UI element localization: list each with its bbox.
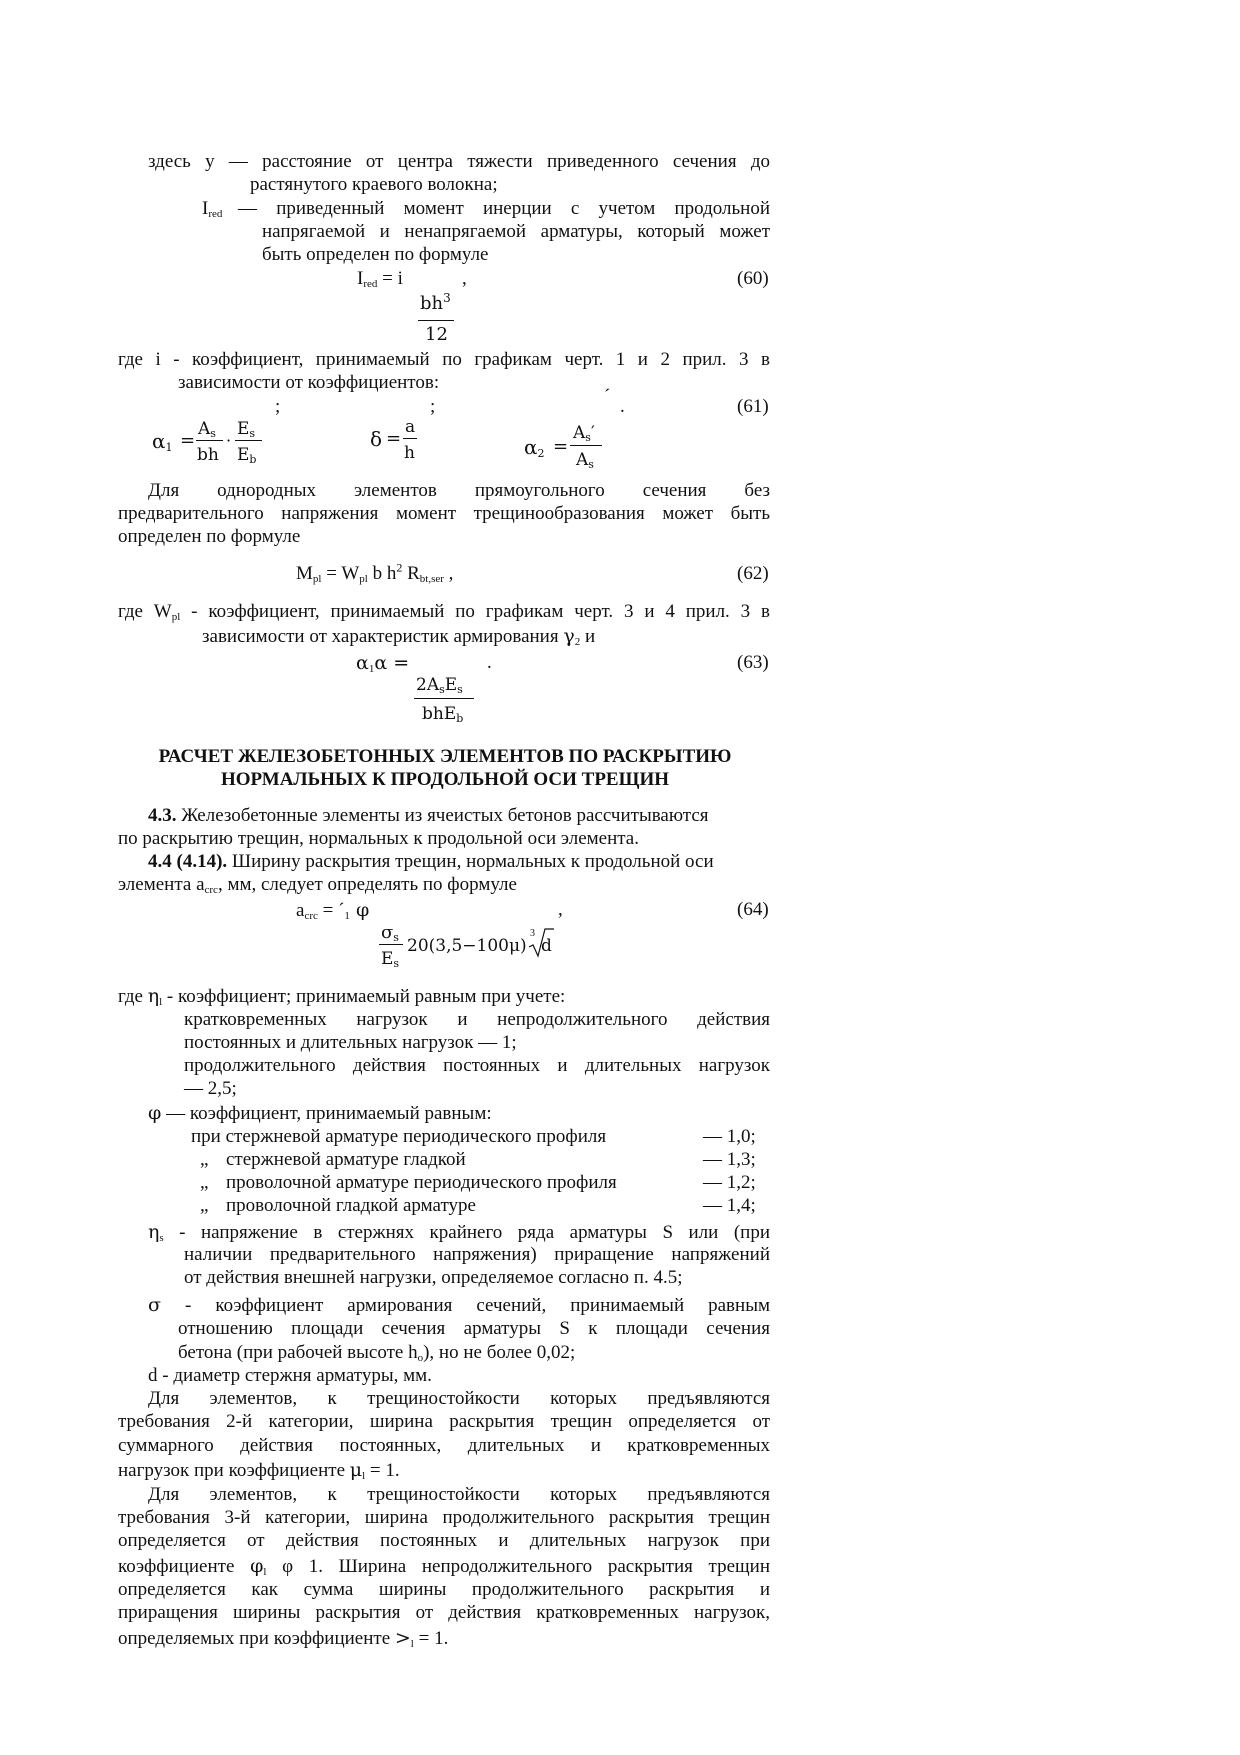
list-item: проволочной арматуре периодического профиля (226, 1172, 617, 1193)
equals: = (386, 428, 402, 449)
fraction-bar (379, 944, 403, 945)
prime-mark: ´ (604, 386, 611, 407)
text-line: — приведенный момент инерции с учетом продольной (238, 198, 770, 219)
ditto-mark: „ (200, 1172, 209, 1193)
text-line: коэффициенте $\varphi_l$ φ 1. Ширина непродолжительного раскрытия трещин (118, 1555, 770, 1578)
text-line: бетона (при рабочей высоте $h_o$), но не более 0,02; (178, 1342, 576, 1364)
text-line: по раскрытию трещин, нормальных к продольной оси элемента. (118, 828, 639, 849)
text-line: где i - коэффициент, принимаемый по графикам черт. 1 и 2 прил. 3 в (118, 349, 770, 370)
formula-62: $M_{pl} = W_{pl}$ b $h^2$ $R_{bt,ser}$ , (296, 560, 454, 585)
alpha2-symbol: $\alpha_2$ (524, 435, 545, 460)
text-line: постоянных и длительных нагрузок — 1; (184, 1032, 517, 1053)
fraction-bar (196, 440, 223, 441)
text-line: от действия внешней нагрузки, определяемое согласно п. 4.5; (184, 1267, 683, 1288)
symbol: $I_{red}$ (202, 198, 223, 220)
formula-64-lhs: $a_{crc}$ = $´_1$ φ (296, 899, 370, 922)
text-line: требования 2-й категории, ширина раскрытия трещин определяется от (118, 1411, 770, 1432)
list-item-value: — 1,4; (703, 1195, 756, 1216)
text-line: продолжительного действия постоянных и длительных нагрузок (184, 1055, 770, 1076)
text-line: 4.4 (4.14). Ширину раскрытия трещин, нормальных к продольной оси (148, 851, 714, 872)
fraction-denominator: $E_b$ (237, 445, 257, 466)
text-line: быть определен по формуле (262, 244, 489, 265)
text-line: кратковременных нагрузок и непродолжительного действия (184, 1009, 770, 1030)
list-item-value: — 1,0; (703, 1126, 756, 1147)
text-line: нагрузок при коэффициенте $\mu_l = 1$. (118, 1459, 400, 1482)
text-line: наличии предварительного напряжения) приращение напряжений (184, 1244, 770, 1265)
fraction-bar (403, 438, 417, 439)
text-line: суммарного действия постоянных, длительных и кратковременных (118, 1435, 770, 1456)
text-line: φ — коэффициент, принимаемый равным: (148, 1102, 492, 1124)
separator: ; (275, 396, 281, 417)
fraction-numerator: $bh^3$ (420, 291, 451, 314)
text-line: элемента $a_{crc}$, мм, следует определять по формуле (118, 874, 517, 896)
formula-body: 20(3,5−100μ) (407, 936, 527, 956)
text-line: требования 3-й категории, ширина продолжительного раскрытия трещин (118, 1507, 770, 1528)
text-line: растянутого краевого волокна; (250, 174, 498, 195)
root-index: 3 (530, 928, 535, 939)
list-item-value: — 1,2; (703, 1172, 756, 1193)
text-line: предварительного напряжения момент трещинообразования может быть (118, 503, 770, 524)
section-heading: НОРМАЛЬНЫХ К ПРОДОЛЬНОЙ ОСИ ТРЕЩИН (220, 769, 670, 790)
separator: . (620, 396, 625, 417)
fraction-denominator: bh (197, 445, 219, 465)
formula-number: (60) (737, 268, 769, 289)
fraction-bar (570, 445, 602, 446)
ditto-mark: „ (200, 1195, 209, 1216)
fraction-numerator: $A_s$ (198, 419, 216, 440)
fraction-bar (414, 698, 474, 699)
fraction-numerator: $\sigma_s$ (381, 922, 399, 944)
alpha1-symbol: $\alpha_1$ (152, 429, 173, 454)
fraction-denominator: 12 (425, 324, 448, 345)
formula-number: (64) (737, 899, 769, 920)
fraction-numerator: $A_s'$ (573, 423, 595, 444)
text-line: определяемых при коэффициенте $>_l = 1$. (118, 1627, 449, 1650)
formula-number: (62) (737, 563, 769, 584)
fraction-denominator: h (404, 443, 415, 463)
text-line: Для элементов, к трещиностойкости которых предъявляются (148, 1388, 770, 1409)
text-line: приращения ширины раскрытия от действия кратковременных нагрузок, (118, 1602, 770, 1623)
text-line: зависимости от характеристик армирования $\gamma_2$ и (202, 625, 596, 648)
formula-60-lhs: $I_{red} = i$ (357, 268, 403, 290)
list-item: проволочной гладкой арматуре (226, 1195, 476, 1216)
root-argument: d (541, 936, 552, 956)
text-line: зависимости от коэффициентов: (178, 372, 440, 393)
ditto-mark: „ (200, 1149, 209, 1170)
text-line: отношению площади сечения арматуры S к площади сечения (178, 1318, 770, 1339)
formula-number: (61) (737, 396, 769, 417)
text-line: напрягаемой и ненапрягаемой арматуры, который может (262, 221, 770, 242)
separator: ; (430, 396, 436, 417)
text-line: здесь у — расстояние от центра тяжести приведенного сечения до (148, 151, 770, 172)
delta-symbol: δ (370, 427, 383, 451)
list-item: при стержневой арматуре периодического профиля (191, 1126, 607, 1147)
fraction-denominator: bhE$_b$ (422, 704, 464, 725)
equals: = (180, 430, 196, 451)
fraction-numerator: $2A_sE_s$ (416, 675, 463, 696)
fraction-numerator: $E_s$ (237, 419, 256, 440)
text-line: определен по формуле (118, 526, 301, 547)
fraction-denominator: $E_s$ (381, 949, 400, 970)
fraction-bar (235, 440, 262, 441)
text-line: d - диаметр стержня арматуры, мм. (148, 1365, 432, 1386)
formula-number: (63) (737, 652, 769, 673)
section-heading: РАСЧЕТ ЖЕЛЕЗОБЕТОННЫХ ЭЛЕМЕНТОВ ПО РАСКРЫТИЮ (158, 746, 732, 767)
fraction-bar (418, 320, 454, 321)
text-line: σ - коэффициент армирования сечений, принимаемый равным (148, 1294, 770, 1316)
text-line: где $\eta_l$ - коэффициент; принимаемый равным при учете: (118, 985, 566, 1008)
cdot: · (226, 431, 232, 450)
text-line: $\eta_s$ - напряжение в стержнях крайнего ряда арматуры S или (при (148, 1221, 770, 1244)
text-line: определяется как сумма ширины продолжительного раскрытия и (118, 1579, 770, 1600)
text-line: где $W_{pl}$ - коэффициент, принимаемый по графикам черт. 3 и 4 прил. 3 в (118, 601, 770, 623)
separator: , (558, 899, 563, 920)
equals: = (553, 436, 569, 457)
formula-63-lhs: $\alpha_1\alpha$ = (356, 652, 410, 675)
formula-comma: , (462, 268, 467, 289)
text-line: 4.3. Железобетонные элементы из ячеистых бетонов рассчитываются (148, 805, 709, 826)
text-line: — 2,5; (184, 1078, 237, 1099)
list-item: стержневой арматуре гладкой (226, 1149, 466, 1170)
fraction-denominator: $A_s$ (576, 450, 594, 471)
text-line: Для элементов, к трещиностойкости которых предъявляются (148, 1484, 770, 1505)
text-line: определяется от действия постоянных и длительных нагрузок при (118, 1530, 770, 1551)
fraction-numerator: a (405, 417, 416, 437)
separator: . (487, 652, 492, 673)
list-item-value: — 1,3; (703, 1149, 756, 1170)
text-line: Для однородных элементов прямоугольного сечения без (148, 480, 770, 501)
